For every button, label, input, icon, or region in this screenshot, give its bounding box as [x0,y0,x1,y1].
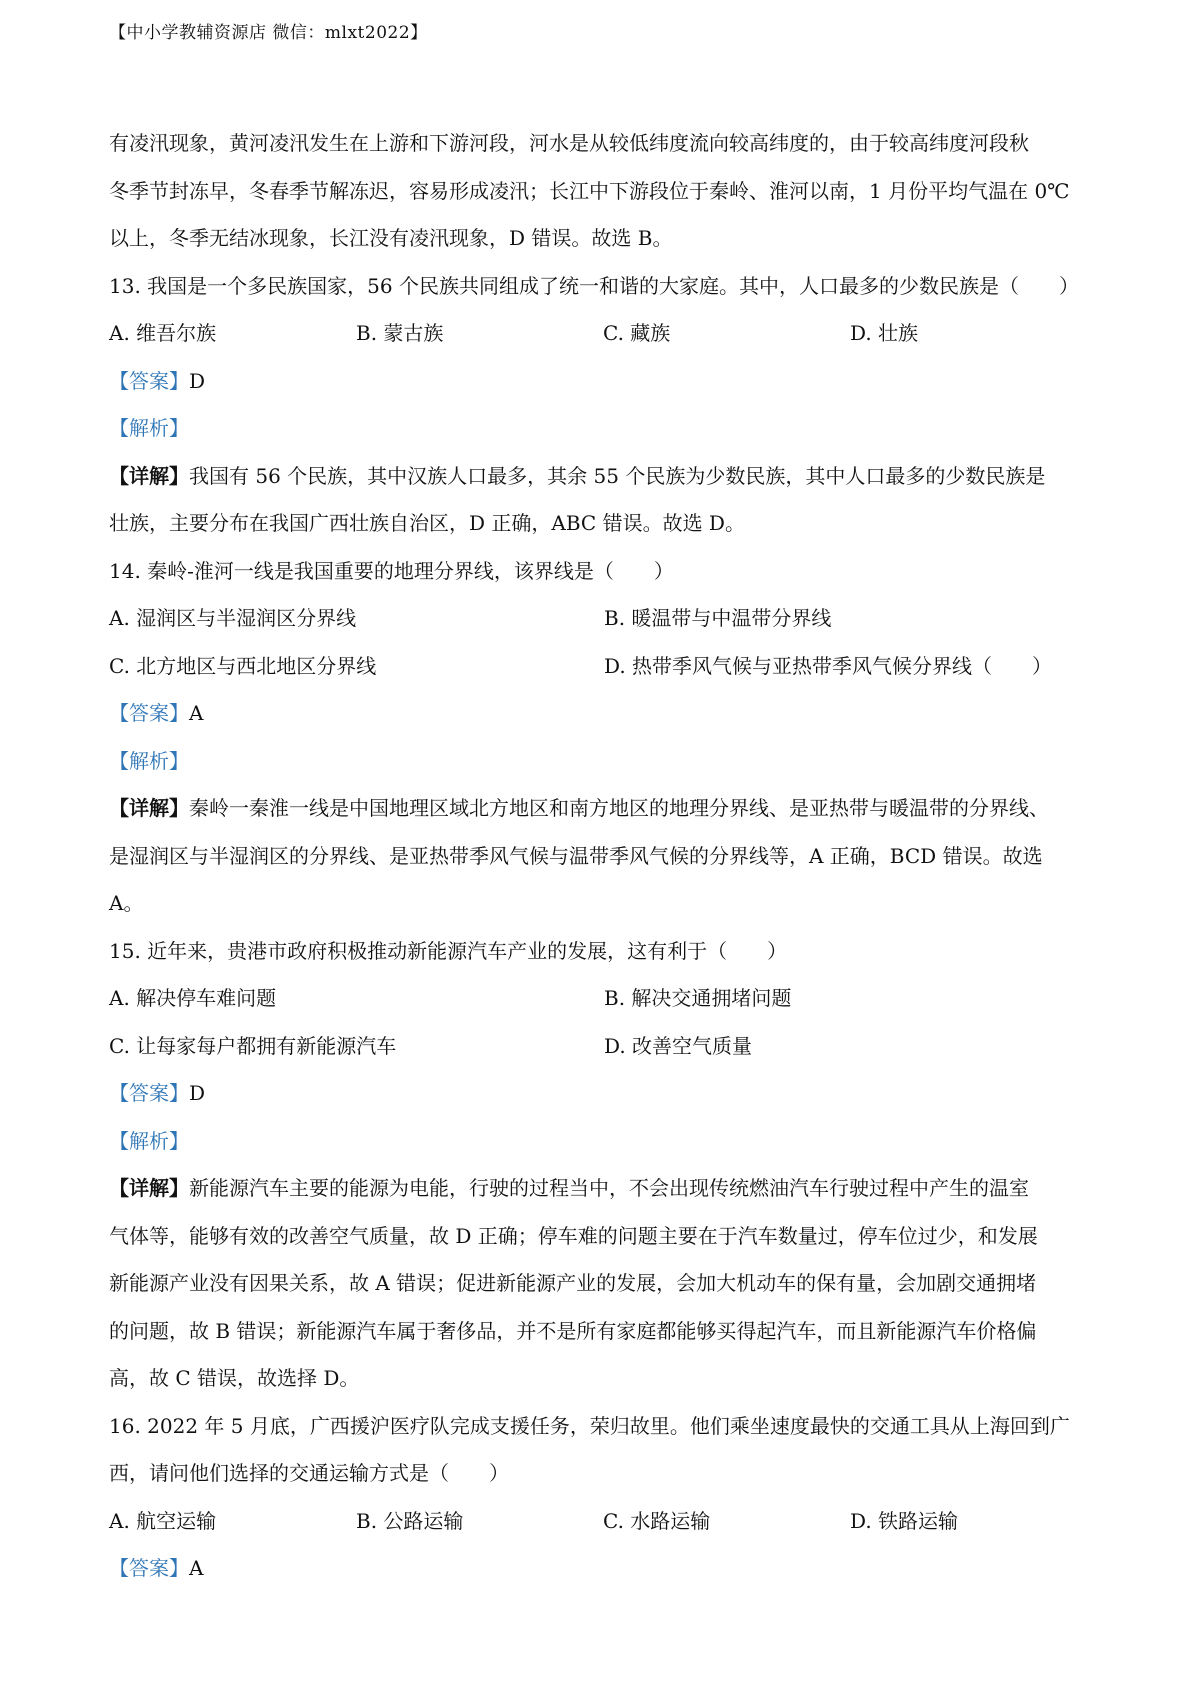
text-line: 以上，冬季无结冰现象，长江没有凌汛现象，D 错误。故选 B。 [109,226,673,250]
option-b: B. 公路运输 [356,1508,464,1533]
options-row [109,310,1099,358]
option-b: B. 蒙古族 [356,321,444,345]
text-line: 冬季节封冻早，冬春季节解冻迟，容易形成凌汛；长江中下游段位于秦岭、淮河以南，1 月份平均气温在 0℃ [109,178,1070,203]
answer-label: 【答案】 [109,1556,189,1580]
page-header: 【中小学教辅资源店 微信：mlxt2022】 [109,23,428,43]
answer-label: 【答案】 [109,368,189,393]
detail-line: 新能源产业没有因果关系，故 A 错误；促进新能源产业的发展，会加大机动车的保有量，会加剧交通拥堵 [109,1271,1037,1295]
detail-line: 气体等，能够有效的改善空气质量，故 D 正确；停车难的问题主要在于汽车数量过，停车位过少，和发展 [109,1223,1038,1248]
text-line: 有凌汛现象，黄河凌汛发生在上游和下游河段，河水是从较低纬度流向较高纬度的，由于较高纬度河段秋 [109,131,1029,155]
detail-label: 【详解】 [109,463,189,488]
option-a: A. 解决停车难问题 [109,986,277,1010]
detail-line: A。 [109,891,144,915]
answer-row [109,690,1099,738]
option-c: C. 藏族 [603,321,671,345]
document-body [109,120,1099,1593]
question-stem: 西，请问他们选择的交通运输方式是（ ） [109,1461,509,1485]
question-stem: 13. 我国是一个多民族国家，56 个民族共同组成了统一和谐的大家庭。其中，人口最多的少数民族是（ ） [109,273,1079,298]
option-c: C. 水路运输 [603,1508,711,1533]
answer-label: 【答案】 [109,701,189,725]
detail-line: 的问题，故 B 错误；新能源汽车属于奢侈品，并不是所有家庭都能够买得起汽车，而且新能源汽车价格偏 [109,1318,1037,1343]
answer-row [109,1070,1099,1118]
option-a: A. 湿润区与半湿润区分界线 [109,606,357,630]
analysis-label: 【解析】 [109,416,189,440]
analysis-label: 【解析】 [109,748,189,773]
option-c: C. 北方地区与西北地区分界线 [109,653,377,678]
question-stem: 16. 2022 年 5 月底，广西援沪医疗队完成支援任务，荣归故里。他们乘坐速度最快的交通工具从上海回到广 [109,1413,1070,1438]
options-row [109,643,1099,691]
detail-line [109,453,1099,501]
option-b: B. 解决交通拥堵问题 [604,986,792,1010]
option-d: D. 壮族 [850,321,919,345]
detail-label: 【详解】 [109,796,189,820]
question-16 [109,1403,1099,1593]
detail-line: 高，故 C 错误，故选择 D。 [109,1366,360,1390]
question-14 [109,548,1099,928]
answer-row [109,1545,1099,1593]
answer-value: D [189,368,206,393]
option-a: A. 航空运输 [109,1508,217,1533]
detail-label: 【详解】 [109,1176,189,1200]
option-d: D. 改善空气质量 [604,1033,753,1058]
question-stem: 14. 秦岭-淮河一线是我国重要的地理分界线，该界线是（ ） [109,558,674,583]
answer-value: A [189,701,204,725]
analysis-row [109,1118,1099,1166]
options-row [109,1023,1099,1071]
question-15 [109,928,1099,1403]
intro-paragraph [109,120,1099,263]
option-c: C. 让每家每户都拥有新能源汽车 [109,1033,397,1058]
question-stem: 15. 近年来，贵港市政府积极推动新能源汽车产业的发展，这有利于（ ） [109,938,788,963]
options-row [109,1498,1099,1546]
analysis-row [109,738,1099,786]
detail-line: 壮族，主要分布在我国广西壮族自治区，D 正确，ABC 错误。故选 D。 [109,511,745,535]
answer-value: A [189,1556,204,1580]
options-row [109,595,1099,643]
detail-text: 秦岭一秦淮一线是中国地理区域北方地区和南方地区的地理分界线、是亚热带与暖温带的分界线、 [189,796,1049,820]
option-a: A. 维吾尔族 [109,321,217,345]
detail-line [109,1165,1099,1213]
analysis-row [109,405,1099,453]
analysis-label: 【解析】 [109,1128,189,1153]
detail-line [109,785,1099,833]
detail-text: 我国有 56 个民族，其中汉族人口最多，其余 55 个民族为少数民族，其中人口最多的少数民族是 [189,463,1046,488]
detail-line: 是湿润区与半湿润区的分界线、是亚热带季风气候与温带季风气候的分界线等，A 正确，BCD 错误。故选 [109,843,1043,868]
answer-value: D [189,1081,206,1105]
option-d: D. 铁路运输 [850,1508,959,1533]
question-13 [109,263,1099,548]
answer-label: 【答案】 [109,1081,189,1105]
options-row [109,975,1099,1023]
option-d: D. 热带季风气候与亚热带季风气候分界线（ ） [604,653,1053,678]
answer-row [109,358,1099,406]
option-b: B. 暖温带与中温带分界线 [604,606,832,630]
detail-text: 新能源汽车主要的能源为电能，行驶的过程当中，不会出现传统燃油汽车行驶过程中产生的温室 [189,1176,1029,1200]
